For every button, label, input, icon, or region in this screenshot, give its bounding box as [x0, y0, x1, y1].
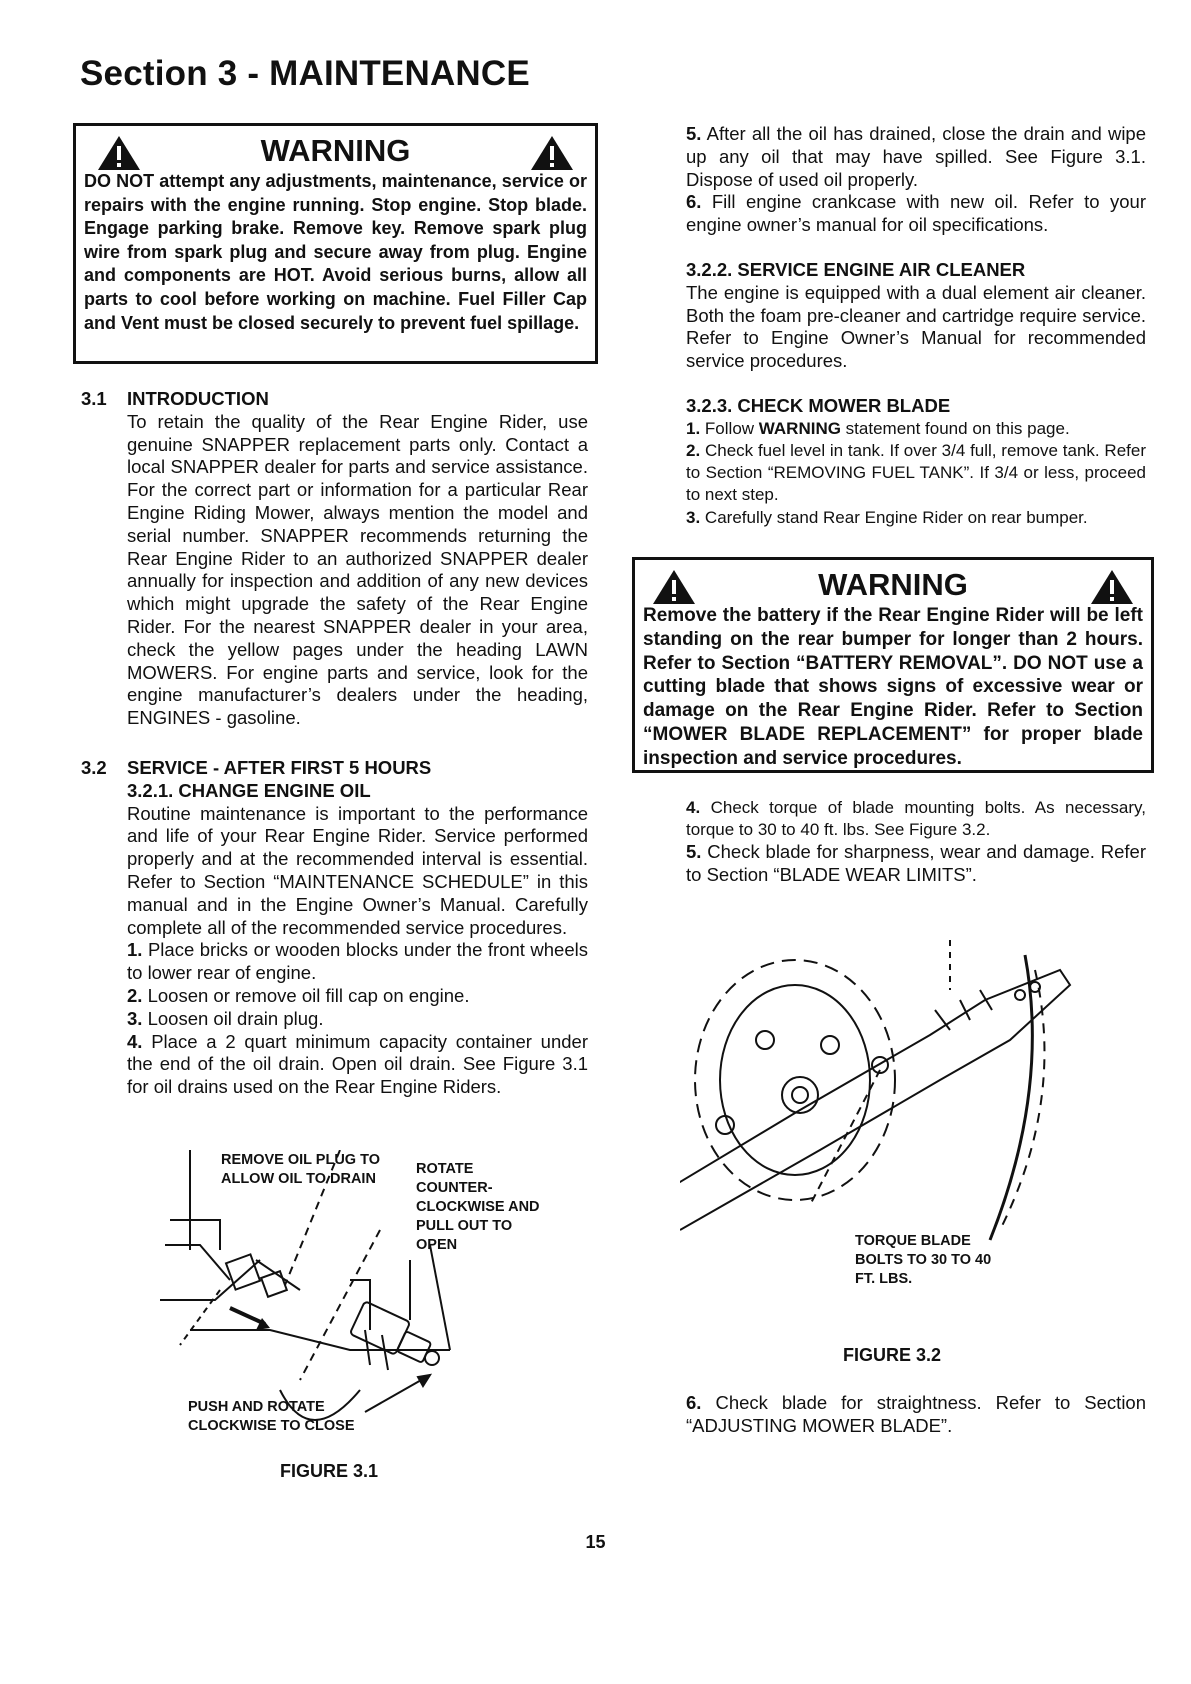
service-section: [127, 757, 588, 1099]
warning-box-engine: [73, 123, 598, 364]
blade-step: 3. Carefully stand Rear Engine Rider on rear bumper.: [686, 507, 1088, 527]
oil-text: Routine maintenance is important to the performance and life of your Rear Engine Rider. Service performed properly and at the recommended interval is essential. Refer to Section “MAINTENANCE SCHEDULE” in this manual and in the Engine Owner’s Manual. Carefully complete all of the recommended service procedures.: [127, 802, 588, 938]
section-number-intro: 3.1: [81, 388, 107, 409]
warning-text: Remove the battery if the Rear Engine Rider will be left standing on the rear bumper for longer than 2 hours. Refer to Section “BATTERY REMOVAL”. DO NOT use a cutting blade that shows signs of excessive wear or damage on the Rear Engine Rider. Refer to Section “MOWER BLADE REPLACEMENT” for proper blade inspection and service procedures.: [643, 605, 1143, 769]
oil-step: 2. Loosen or remove oil fill cap on engine.: [127, 984, 470, 1006]
blade-step: 4. Check torque of blade mounting bolts. As necessary, torque to 30 to 40 ft. lbs. See Figure 3.2.: [686, 798, 1146, 840]
blade-step: 1. Follow WARNING statement found on this page.: [686, 418, 1070, 438]
page-number: 15: [585, 1532, 606, 1552]
page-title: Section 3 - MAINTENANCE: [80, 54, 530, 93]
warning-title: WARNING: [818, 567, 968, 602]
warning-heading: [643, 566, 1143, 604]
intro-section: [127, 388, 588, 730]
label-push-rotate-clockwise: PUSH AND ROTATE CLOCKWISE TO CLOSE: [188, 1399, 355, 1434]
warning-heading: [84, 132, 587, 170]
label-remove-oil-plug: REMOVE OIL PLUG TO ALLOW OIL TO DRAIN: [221, 1152, 380, 1187]
oil-step: 3. Loosen oil drain plug.: [127, 1007, 324, 1029]
blade-step: 2. Check fuel level in tank. If over 3/4 full, remove tank. Refer to Section “REMOVING FUEL TANK”. If 3/4 or less, proceed to next step.: [686, 440, 1146, 505]
air-cleaner-text: The engine is equipped with a dual element air cleaner. Both the foam pre-cleaner and cartridge require service. Refer to Engine Owner’s Manual for recommended service procedures.: [686, 281, 1146, 372]
blade-step: 6. Check blade for straightness. Refer to Section “ADJUSTING MOWER BLADE”.: [686, 1392, 1147, 1436]
warning-box-battery: [632, 557, 1154, 773]
oil-step: 6. Fill engine crankcase with new oil. Refer to your engine owner’s manual for oil specifications.: [686, 191, 1146, 236]
warning-triangle-icon: [1089, 568, 1135, 606]
warning-triangle-icon: [529, 134, 575, 172]
oil-steps-continued: [686, 123, 1146, 529]
figure-caption: FIGURE 3.1: [280, 1461, 379, 1481]
blade-final-step: [686, 1392, 1146, 1438]
warning-text: DO NOT attempt any adjustments, maintenance, service or repairs with the engine running. Stop engine. Stop blade. Engage parking brake. Remove key. Remove spark plug wire from spark plug and secure away from plug. Engine and components are HOT. Avoid serious burns, allow all parts to cool before working on machine. Fuel Filler Cap and Vent must be closed securely to prevent fuel spillage.: [84, 171, 587, 333]
label-rotate-counterclockwise: ROTATE COUNTER-CLOCKWISE AND PULL OUT TO OPEN: [416, 1161, 540, 1253]
oil-step: 4. Place a 2 quart minimum capacity container under the end of the oil drain. Open oil drain. See Figure 3.1 for oil drains used on the Rear Engine Riders.: [127, 1030, 588, 1098]
blade-heading: 3.2.3. CHECK MOWER BLADE: [686, 394, 951, 416]
air-cleaner-heading: 3.2.2. SERVICE ENGINE AIR CLEANER: [686, 258, 1026, 280]
warning-triangle-icon: [651, 568, 697, 606]
oil-step: 1. Place bricks or wooden blocks under the front wheels to lower rear of engine.: [127, 939, 588, 984]
section-number-service: 3.2: [81, 757, 107, 778]
intro-heading: INTRODUCTION: [127, 388, 269, 409]
intro-text: To retain the quality of the Rear Engine Rider, use genuine SNAPPER replacement parts only. Contact a local SNAPPER dealer for parts and service assistance. For the correct part or information for a particular Rear Engine Riding Mower, always mention the model and serial number. SNAPPER recommends returning the Rear Engine Rider to an authorized SNAPPER dealer annually for inspection and addition of any new devices which might upgrade the safety of the Rear Engine Rider. For the nearest SNAPPER dealer in your area, check the yellow pages under the heading LAWN MOWERS. For engine parts and service, look for the engine manufacturer’s dealers under the heading, ENGINES - gasoline.: [127, 410, 588, 729]
oil-step: 5. After all the oil has drained, close the drain and wipe up any oil that may have spilled. See Figure 3.1. Dispose of used oil properly.: [686, 123, 1147, 190]
oil-heading: 3.2.1. CHANGE ENGINE OIL: [127, 779, 371, 801]
blade-steps-continued: [686, 797, 1146, 887]
blade-step: 5. Check blade for sharpness, wear and damage. Refer to Section “BLADE WEAR LIMITS”.: [686, 841, 1147, 886]
label-torque-blade-bolts: TORQUE BLADE BOLTS TO 30 TO 40 FT. LBS.: [855, 1233, 992, 1287]
service-heading: SERVICE - AFTER FIRST 5 HOURS: [127, 757, 432, 778]
warning-title: WARNING: [260, 133, 411, 168]
figure-caption: FIGURE 3.2: [843, 1345, 942, 1365]
warning-triangle-icon: [96, 134, 142, 172]
